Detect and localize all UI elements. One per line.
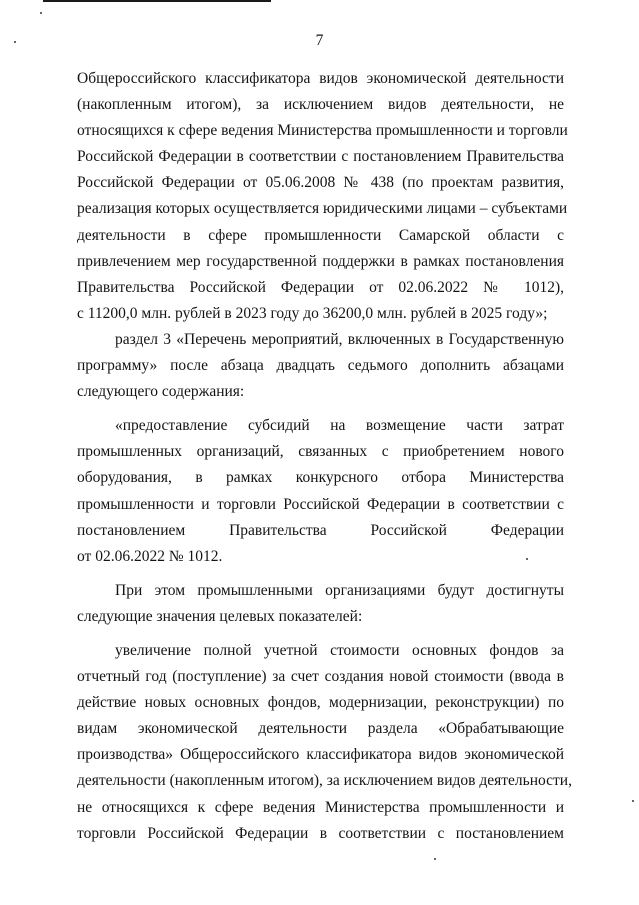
text-line: деятельности в сфере промышленности Самарской области с	[77, 226, 564, 244]
text-line: не относящихся к сфере ведения Министерства промышленности и	[77, 798, 564, 816]
paragraph-continuation	[77, 439, 564, 569]
paragraph	[77, 638, 564, 664]
text-line: При этом промышленными организациями будут достигнуты	[115, 581, 564, 599]
paragraph	[77, 578, 564, 604]
text-line: промышленных организаций, связанных с приобретением нового	[77, 443, 564, 461]
text-line: реализация которых осуществляется юридическими лицами – субъектами	[77, 200, 568, 218]
text-line: с 11200,0 млн. рублей в 2023 году до 36200,0 млн. рублей в 2025 году»;	[77, 304, 548, 322]
text-line: деятельности (накопленным итогом), за исключением видов деятельности,	[77, 772, 572, 790]
text-line: (накопленным итогом), за исключением видов деятельности, не	[77, 96, 564, 114]
scan-speck	[434, 858, 436, 860]
document-body	[77, 66, 572, 847]
paragraph-continuation	[77, 664, 572, 847]
text-line: Российской Федерации от 05.06.2008 № 438 (по проектам развития,	[77, 174, 564, 192]
text-line: постановлением Правительства Российской Федерации	[77, 521, 564, 539]
text-line: промышленности и торговли Российской Федерации в соответствии с	[77, 495, 564, 513]
text-line: Правительства Российской Федерации от 02.06.2022 № 1012),	[77, 278, 564, 296]
paragraph-gap	[77, 570, 564, 578]
page-number: 7	[315, 32, 324, 49]
text-line: привлечением мер государственной поддержки в рамках постановления	[77, 252, 564, 270]
paragraph-gap	[77, 405, 564, 413]
paragraph	[77, 413, 564, 439]
text-line: Российской Федерации в соответствии с постановлением Правительства	[77, 148, 564, 166]
paragraph-gap	[77, 630, 564, 638]
text-line: оборудования, в рамках конкурсного отбора Министерства	[77, 469, 564, 487]
paragraph	[77, 66, 568, 327]
text-line: отчетный год (поступление) за счет создания новой стоимости (ввода в	[77, 668, 564, 686]
text-line: торговли Российской Федерации в соответствии с постановлением	[77, 824, 564, 842]
scan-speck	[632, 800, 634, 802]
text-line: «предоставление субсидий на возмещение части затрат	[115, 417, 564, 435]
text-line: следующие значения целевых показателей:	[77, 607, 363, 625]
text-line: программу» после абзаца двадцать седьмого дополнить абзацами	[77, 357, 564, 375]
paragraph-continuation	[77, 353, 564, 405]
paragraph-continuation	[77, 604, 564, 630]
text-line: увеличение полной учетной стоимости основных фондов за	[115, 641, 564, 659]
text-line: относящихся к сфере ведения Министерства промышленности и торговли	[77, 122, 568, 140]
text-line: действие новых основных фондов, модернизации, реконструкции) по	[77, 694, 564, 712]
text-line: следующего содержания:	[77, 383, 245, 401]
text-line: раздел 3 «Перечень мероприятий, включенных в Государственную	[115, 330, 564, 348]
top-rule	[43, 0, 271, 2]
text-line: видам экономической деятельности раздела «Обрабатывающие	[77, 720, 564, 738]
paragraph	[77, 327, 564, 353]
text-line: производства» Общероссийского классификатора видов экономической	[77, 746, 564, 764]
text-line: Общероссийского классификатора видов экономической деятельности	[77, 70, 564, 87]
scan-speck	[40, 12, 42, 14]
text-line: от 02.06.2022 № 1012.	[77, 547, 223, 565]
